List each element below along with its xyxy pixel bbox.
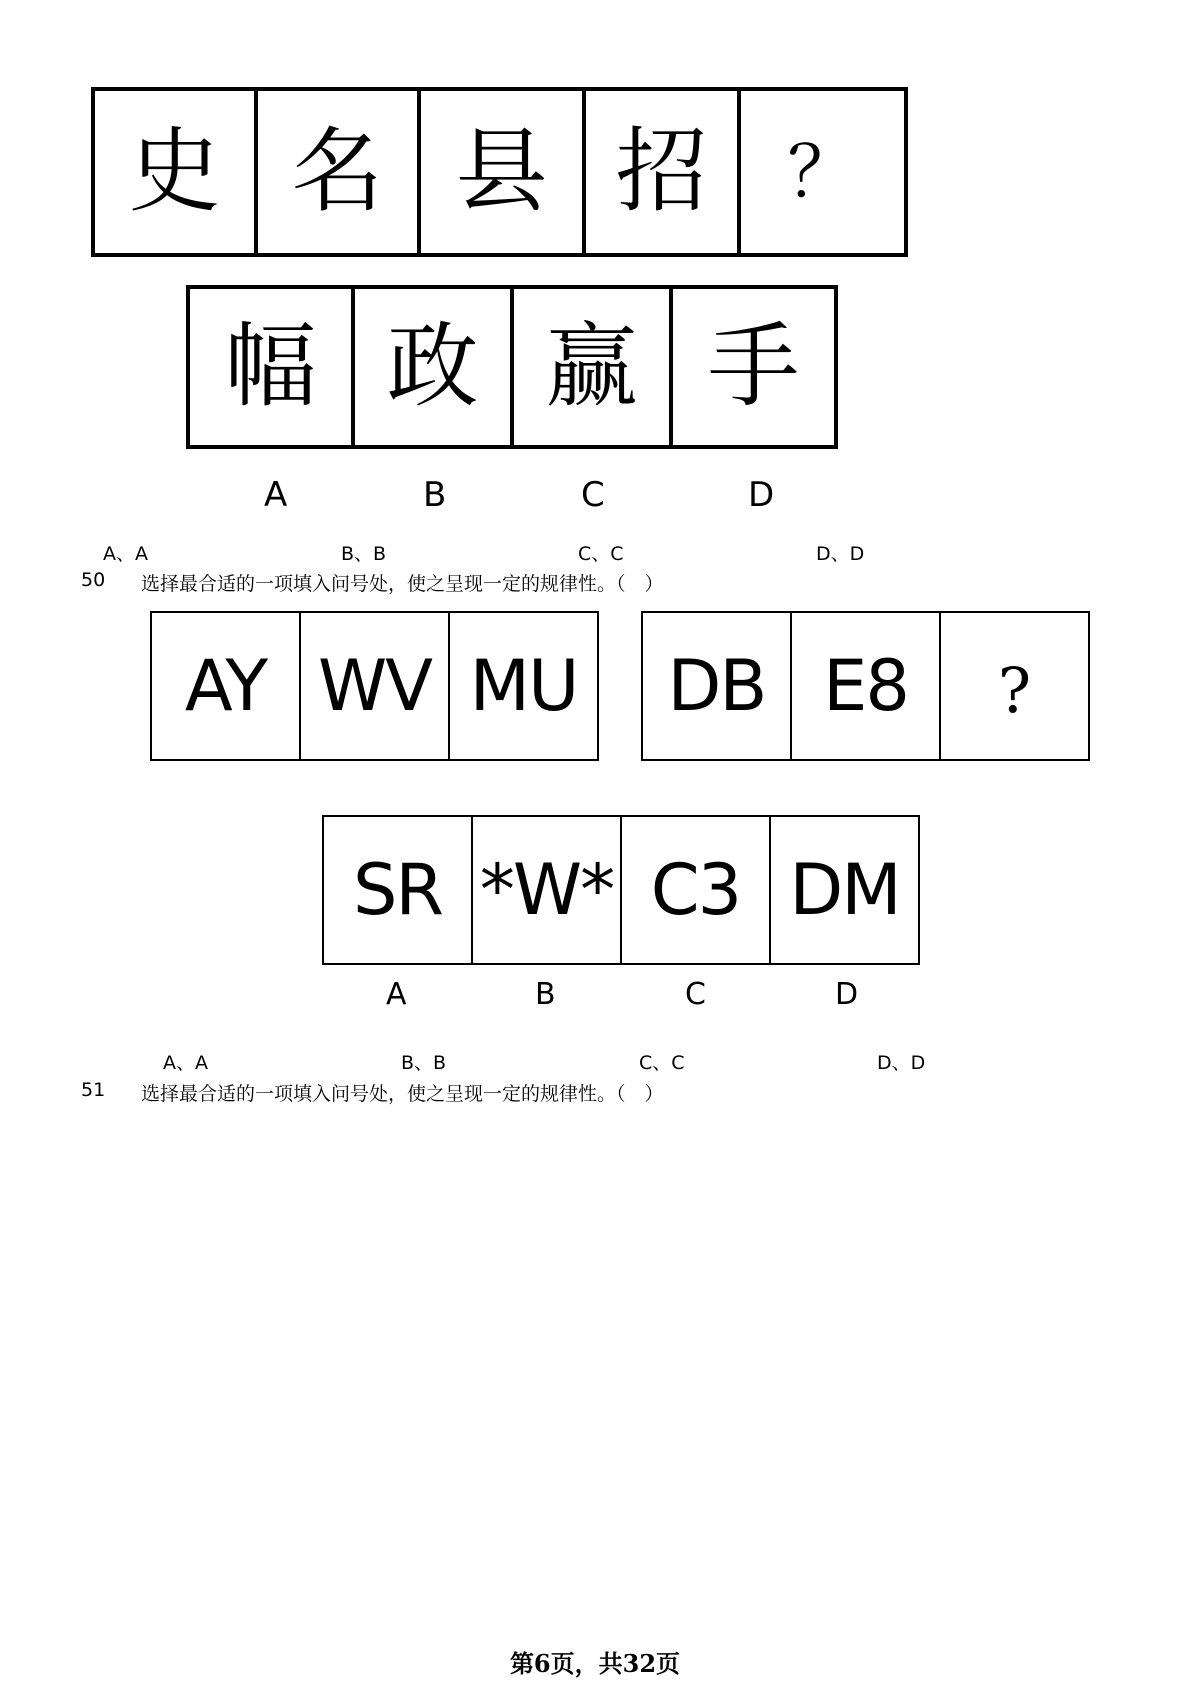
q51-text: 选择最合适的一项填入问号处，使之呈现一定的规律性。（ ） [141, 1083, 664, 1105]
q50-choice-b[interactable]: B、B [401, 1052, 447, 1074]
q50-choice-c[interactable]: C、C [639, 1052, 685, 1074]
figure2-left-cell-1: AY [152, 613, 301, 759]
figure1-options-row [186, 285, 838, 449]
figure2-options-row [322, 815, 920, 965]
figure2-letter-d: D [835, 977, 859, 1012]
q49-choice-d[interactable]: D、D [816, 543, 865, 565]
figure2-option-b: *W* [473, 817, 622, 963]
figure2-right-cell-1: DB [643, 613, 792, 759]
figure2-option-c: C3 [622, 817, 771, 963]
q50-choice-a[interactable]: A、A [163, 1052, 208, 1074]
page-footer: 第6页，共32页 [509, 1649, 681, 1678]
figure2-option-d: DM [789, 849, 900, 931]
figure1-top-row [91, 87, 908, 257]
figure1-cell-4: 招 [586, 91, 741, 253]
figure1-option-b: 政 [355, 289, 514, 445]
figure2-left-group [150, 611, 599, 761]
figure1-option-a: 幅 [190, 289, 355, 445]
figure2-right-group [641, 611, 1090, 761]
q49-choice-b[interactable]: B、B [341, 543, 387, 565]
figure1-letter-a: A [264, 475, 288, 515]
figure1-letter-c: C [581, 475, 605, 515]
figure2-left-cell-2: WV [301, 613, 450, 759]
figure1-question-mark: ？ [787, 131, 858, 213]
q50-choice-d[interactable]: D、D [877, 1052, 926, 1074]
q50-text: 选择最合适的一项填入问号处，使之呈现一定的规律性。（ ） [141, 573, 664, 595]
figure2-question-mark: ? [997, 654, 1032, 727]
figure2-option-a: SR [324, 817, 473, 963]
figure1-cell-3: 县 [421, 91, 586, 253]
figure2-left-cell-3: MU [469, 645, 578, 727]
figure2-letter-c: C [685, 977, 706, 1012]
figure2-letter-a: A [386, 977, 407, 1012]
figure1-cell-2: 名 [258, 91, 421, 253]
figure2-letter-b: B [535, 977, 556, 1012]
figure1-option-d: 手 [707, 313, 800, 420]
figure1-letter-d: D [748, 475, 775, 515]
figure2-right-cell-2: E8 [792, 613, 941, 759]
q51-number: 51 [81, 1079, 106, 1101]
figure1-letter-b: B [423, 475, 447, 515]
q50-number: 50 [81, 569, 106, 591]
q49-choice-a[interactable]: A、A [103, 543, 148, 565]
figure1-option-c: 赢 [514, 289, 673, 445]
figure1-cell-1: 史 [95, 91, 258, 253]
q49-choice-c[interactable]: C、C [578, 543, 624, 565]
